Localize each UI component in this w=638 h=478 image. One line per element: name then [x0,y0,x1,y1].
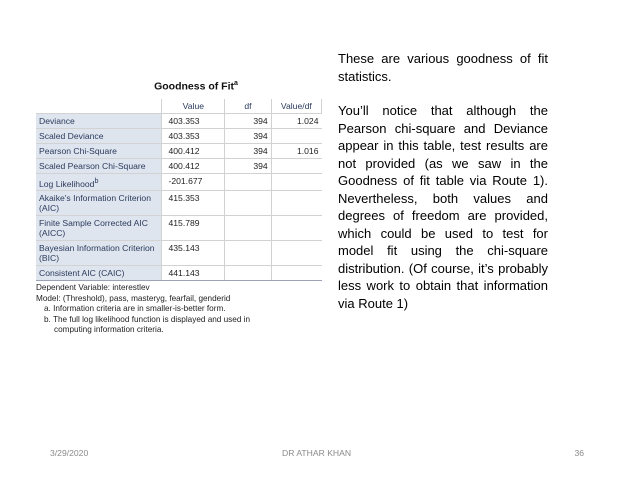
table-row [36,143,322,158]
dependent-variable-note: Dependent Variable: interestlev [36,283,150,293]
table-notes [36,283,326,336]
df-cell [225,241,272,266]
value-cell: -201.677 [162,173,225,191]
table-title-text: Goodness of Fit [154,80,234,93]
row-label-footnote-mark: b [94,176,99,185]
value-per-df-cell [271,241,321,266]
footnote-b-line2: computing information criteria. [54,325,164,335]
df-cell [225,266,272,281]
row-label-text: Finite Sample Corrected AIC (AICC) [39,218,148,239]
value-per-df-cell [271,173,321,191]
row-label-text: Scaled Pearson Chi-Square [39,160,146,171]
value-cell: 415.789 [162,216,225,241]
table-header-row [36,99,322,114]
row-label [36,216,162,241]
row-label-text: Bayesian Information Criterion (BIC) [39,243,155,264]
value-cell: 400.412 [162,158,225,173]
table-row [36,241,322,266]
df-cell: 394 [225,113,272,128]
goodness-of-fit-output [36,80,326,336]
value-per-df-cell [271,216,321,241]
table-row [36,113,322,128]
df-cell [225,191,272,216]
row-label [36,266,162,281]
model-note: Model: (Threshold), pass, masteryg, fearfail, genderid [36,293,231,303]
value-cell: 403.353 [162,113,225,128]
value-cell: 435.143 [162,241,225,266]
value-per-df-cell [271,158,321,173]
table-title [66,80,326,93]
table-row [36,191,322,216]
row-label-text: Consistent AIC (CAIC) [39,268,125,279]
column-header-value: Value [162,99,225,114]
value-per-df-cell [271,266,321,281]
table-body [36,113,322,281]
row-label-text: Pearson Chi-Square [39,145,117,156]
value-cell: 403.353 [162,128,225,143]
goodness-of-fit-table [36,99,322,282]
column-header-value-per-df: Value/df [271,99,321,114]
footer-author: DR ATHAR KHAN [282,448,352,458]
value-cell: 441.143 [162,266,225,281]
row-label [36,113,162,128]
table-row [36,216,322,241]
table-row [36,128,322,143]
value-per-df-cell [271,191,321,216]
row-label [36,173,162,191]
footnote-b [36,315,326,336]
df-cell [225,216,272,241]
row-label-text: Deviance [39,115,75,126]
row-label [36,158,162,173]
footnote-b-line1: b. The full log likelihood function is displayed and used in [44,314,251,324]
row-label-text: Log Likelihood [39,178,95,189]
value-per-df-cell: 1.024 [271,113,321,128]
header-corner [36,99,162,114]
value-per-df-cell [271,128,321,143]
row-label [36,143,162,158]
row-label [36,241,162,266]
column-header-df: df [225,99,272,114]
table-row [36,173,322,191]
explanation-text [338,50,548,329]
row-label-text: Scaled Deviance [39,130,104,141]
footer-date: 3/29/2020 [50,448,89,458]
footnote-a: a. Information criteria are in smaller-is-better form. [44,304,226,314]
table-row [36,266,322,281]
table-title-footnote-mark: a [234,80,238,87]
table-row [36,158,322,173]
row-label-text: Akaike's Information Criterion (AIC) [39,193,151,214]
df-cell: 394 [225,158,272,173]
value-cell: 415.353 [162,191,225,216]
footer-page-number: 36 [574,448,584,458]
row-label [36,191,162,216]
df-cell: 394 [225,143,272,158]
slide-footer [0,448,638,462]
df-cell: 394 [225,128,272,143]
paragraph-intro: These are various goodness of fit statistics. [338,51,548,84]
df-cell [225,173,272,191]
row-label [36,128,162,143]
paragraph-detail: You’ll notice that although the Pearson chi-square and Deviance appear in this table, test results are not provided (as we saw in the Goodness of fit table via Route 1). Nevertheless, both values and degrees of freedom are provided, which could be used to test for model fit using the chi-square distribution. (Of course, it’s probably less work to obtain that information via Route 1) [338,103,548,311]
value-per-df-cell: 1.016 [271,143,321,158]
value-cell: 400.412 [162,143,225,158]
